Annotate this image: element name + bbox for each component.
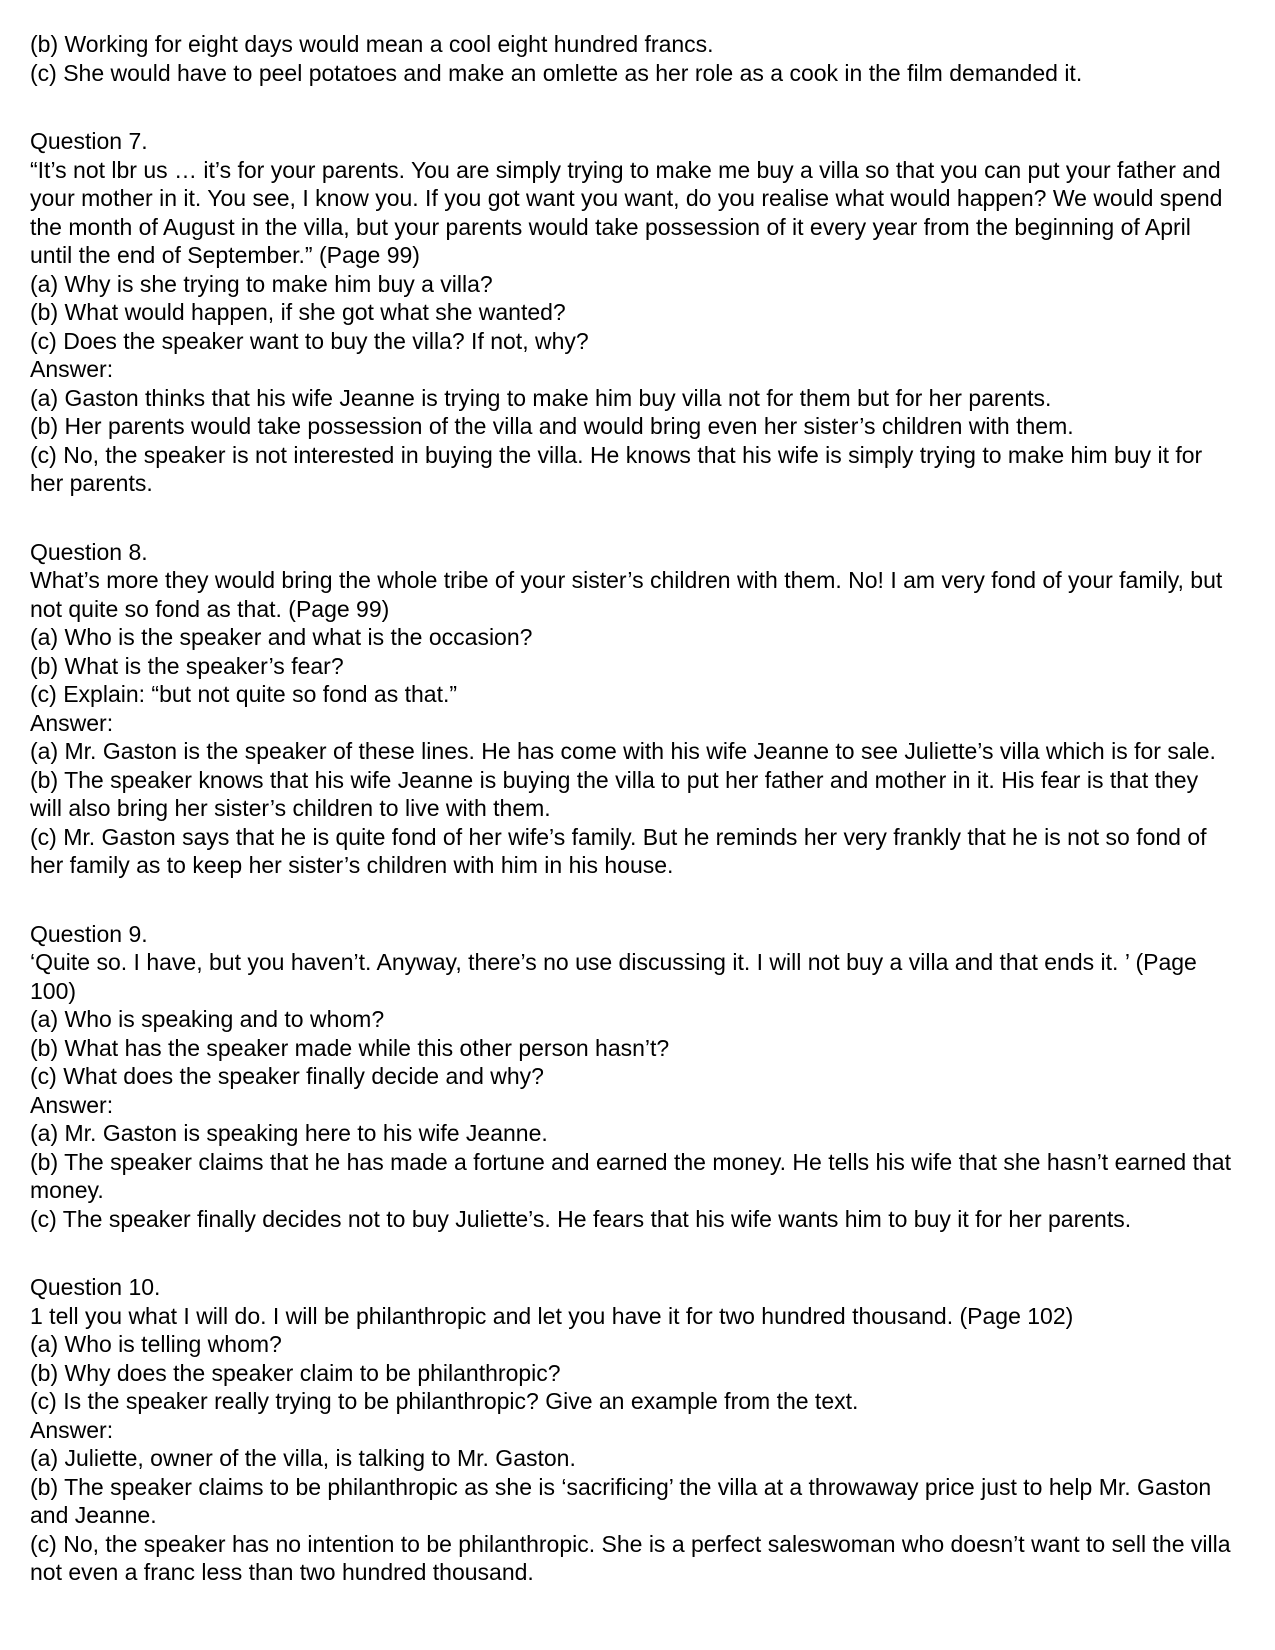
question-item: (a) Who is speaking and to whom? <box>30 1006 385 1032</box>
question-heading: Question 7. <box>30 128 148 154</box>
answer-item: (c) Mr. Gaston says that he is quite fond of her wife’s family. But he reminds her very frankly that he is not so fond of her family as to keep her sister’s children with him in his house. <box>30 823 1207 878</box>
question-9-block <box>30 920 1235 1234</box>
question-item: (c) Does the speaker want to buy the villa? If not, why? <box>30 327 589 354</box>
question-item: (b) Why does the speaker claim to be philanthropic? <box>30 1359 561 1386</box>
question-item: (b) What would happen, if she got what she wanted? <box>30 299 566 325</box>
question-passage: ‘Quite so. I have, but you haven’t. Anyway, there’s no use discussing it. I will not buy a villa and that ends it. ’ (Page 100) <box>30 949 1197 1004</box>
intro-block <box>30 30 1235 87</box>
question-passage: “It’s not lbr us … it’s for your parents. You are simply trying to make me buy a villa so that you can put your father and your mother in it. You see, I know you. If you got want you want, do you realise what would happen? We would spend the month of August in the villa, but your parents would take possession of it every year from the beginning of April until the end of September.” (Page 99) <box>30 156 1223 268</box>
answer-label: Answer: <box>30 709 114 736</box>
spacer <box>30 880 1235 920</box>
answer-item: (a) Mr. Gaston is the speaker of these lines. He has come with his wife Jeanne to see Juliette’s villa which is for sale. <box>30 738 1216 764</box>
question-10-block <box>30 1273 1235 1587</box>
answer-item: (a) Gaston thinks that his wife Jeanne is trying to make him buy villa not for them but for her parents. <box>30 384 1052 411</box>
question-item: (a) Why is she trying to make him buy a villa? <box>30 270 493 297</box>
answer-item: (b) The speaker claims to be philanthropic as she is ‘sacrificing’ the villa at a throwaway price just to help Mr. Gaston and Jeanne. <box>30 1473 1212 1528</box>
question-passage: What’s more they would bring the whole tribe of your sister’s children with them. No! I am very fond of your family, but not quite so fond as that. (Page 99) <box>30 567 1223 622</box>
question-item: (b) What has the speaker made while this other person hasn’t? <box>30 1034 670 1061</box>
question-item: (c) What does the speaker finally decide and why? <box>30 1063 544 1089</box>
answer-item: (c) No, the speaker has no intention to be philanthropic. She is a perfect saleswoman who doesn’t want to sell the villa not even a franc less than two hundred thousand. <box>30 1530 1231 1585</box>
question-heading: Question 8. <box>30 538 148 565</box>
intro-line: (b) Working for eight days would mean a cool eight hundred francs. <box>30 31 714 57</box>
spacer <box>30 87 1235 127</box>
answer-label: Answer: <box>30 1091 114 1118</box>
question-item: (c) Is the speaker really trying to be philanthropic? Give an example from the text. <box>30 1388 859 1414</box>
question-8-block <box>30 538 1235 880</box>
answer-item: (b) Her parents would take possession of the villa and would bring even her sister’s children with them. <box>30 413 1074 439</box>
question-item: (a) Who is the speaker and what is the occasion? <box>30 624 533 650</box>
spacer <box>30 498 1235 538</box>
answer-item: (c) The speaker finally decides not to buy Juliette’s. He fears that his wife wants him to buy it for her parents. <box>30 1205 1132 1232</box>
answer-item: (b) The speaker knows that his wife Jeanne is buying the villa to put her father and mother in it. His fear is that they will also bring her sister’s children to live with them. <box>30 766 1199 821</box>
answer-item: (a) Juliette, owner of the villa, is talking to Mr. Gaston. <box>30 1445 576 1471</box>
question-passage: 1 tell you what I will do. I will be philanthropic and let you have it for two hundred thousand. (Page 102) <box>30 1302 1074 1329</box>
answer-label: Answer: <box>30 1416 114 1443</box>
question-item: (c) Explain: “but not quite so fond as that.” <box>30 681 458 707</box>
question-7-block <box>30 127 1235 498</box>
question-heading: Question 10. <box>30 1274 161 1300</box>
answer-item: (a) Mr. Gaston is speaking here to his wife Jeanne. <box>30 1120 548 1146</box>
spacer <box>30 1233 1235 1273</box>
intro-line: (c) She would have to peel potatoes and make an omlette as her role as a cook in the film demanded it. <box>30 59 1083 86</box>
answer-item: (b) The speaker claims that he has made a fortune and earned the money. He tells his wife that she hasn’t earned that money. <box>30 1148 1231 1203</box>
question-heading: Question 9. <box>30 920 148 947</box>
answer-item: (c) No, the speaker is not interested in buying the villa. He knows that his wife is simply trying to make him buy it for her parents. <box>30 441 1203 496</box>
answer-label: Answer: <box>30 356 114 382</box>
question-item: (a) Who is telling whom? <box>30 1331 282 1357</box>
question-item: (b) What is the speaker’s fear? <box>30 652 344 679</box>
